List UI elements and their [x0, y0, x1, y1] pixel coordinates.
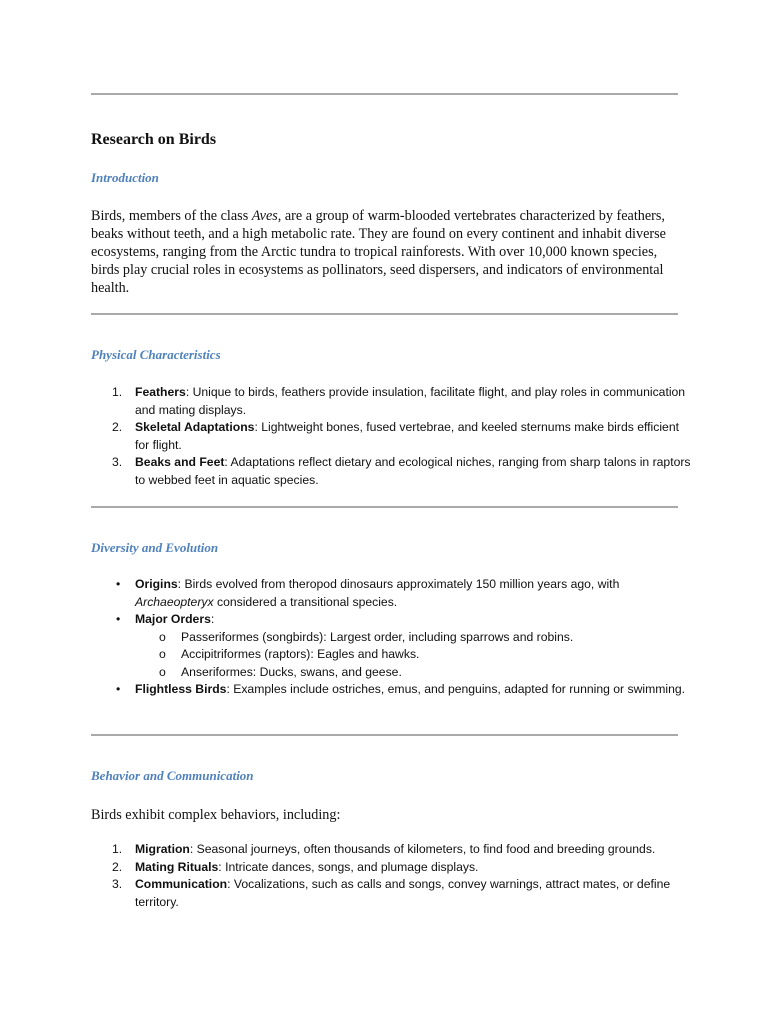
list-item: 1. Migration: Seasonal journeys, often thousands of kilometers, to find food and breeding grounds. — [112, 842, 656, 856]
heading-behavior-communication: Behavior and Communication — [91, 768, 254, 783]
physical-characteristics-list — [91, 384, 691, 489]
sub-list-item: o Accipitriformes (raptors): Eagles and hawks. — [159, 647, 420, 661]
divider-top — [91, 93, 678, 95]
heading-physical-characteristics: Physical Characteristics — [91, 347, 221, 362]
heading-diversity-evolution: Diversity and Evolution — [91, 540, 219, 555]
list-item: • Flightless Birds: Examples include ostriches, emus, and penguins, adapted for running or swimming. — [116, 682, 686, 696]
list-item: 3. Communication: Vocalizations, such as calls and songs, convey warnings, attract mates, or define territory. — [112, 877, 671, 909]
document-title: Research on Birds — [91, 131, 217, 148]
list-item: 2. Mating Rituals: Intricate dances, songs, and plumage displays. — [112, 859, 479, 874]
sub-list-item: o Anseriformes: Ducks, swans, and geese. — [159, 664, 402, 679]
list-item: 2. Skeletal Adaptations: Lightweight bones, fused vertebrae, and keeled sternums make birds efficient for flight. — [112, 420, 679, 452]
divider-1 — [91, 313, 678, 315]
behavior-intro: Birds exhibit complex behaviors, including: — [91, 807, 341, 823]
heading-introduction: Introduction — [91, 170, 159, 185]
list-item: • Origins: Birds evolved from theropod dinosaurs approximately 150 million years ago, with Archaeopteryx considered a transitional species. — [116, 577, 620, 609]
divider-2 — [91, 506, 678, 508]
list-item: 1. Feathers: Unique to birds, feathers provide insulation, facilitate flight, and play roles in communication and mating displays. — [112, 385, 686, 417]
divider-3 — [91, 734, 678, 736]
behavior-list — [91, 841, 691, 911]
diversity-evolution-list — [91, 576, 691, 699]
introduction-paragraph: Birds, members of the class Aves, are a group of warm-blooded vertebrates characterized by feathers, beaks without teeth, and a high metabolic rate. They are found on every continent and inhabit diverse ecosystems, ranging from the Arctic tundra to tropical rainforests. With over 10,000 known species, birds play crucial roles in ecosystems as pollinators, seed dispersers, and indicators of environmental health. — [91, 208, 666, 296]
list-item: • Major Orders: — [116, 612, 215, 626]
sub-list-item: o Passeriformes (songbirds): Largest order, including sparrows and robins. — [159, 629, 574, 644]
list-item: 3. Beaks and Feet: Adaptations reflect dietary and ecological niches, ranging from sharp talons in raptors to webbed feet in aquatic species. — [112, 455, 691, 487]
